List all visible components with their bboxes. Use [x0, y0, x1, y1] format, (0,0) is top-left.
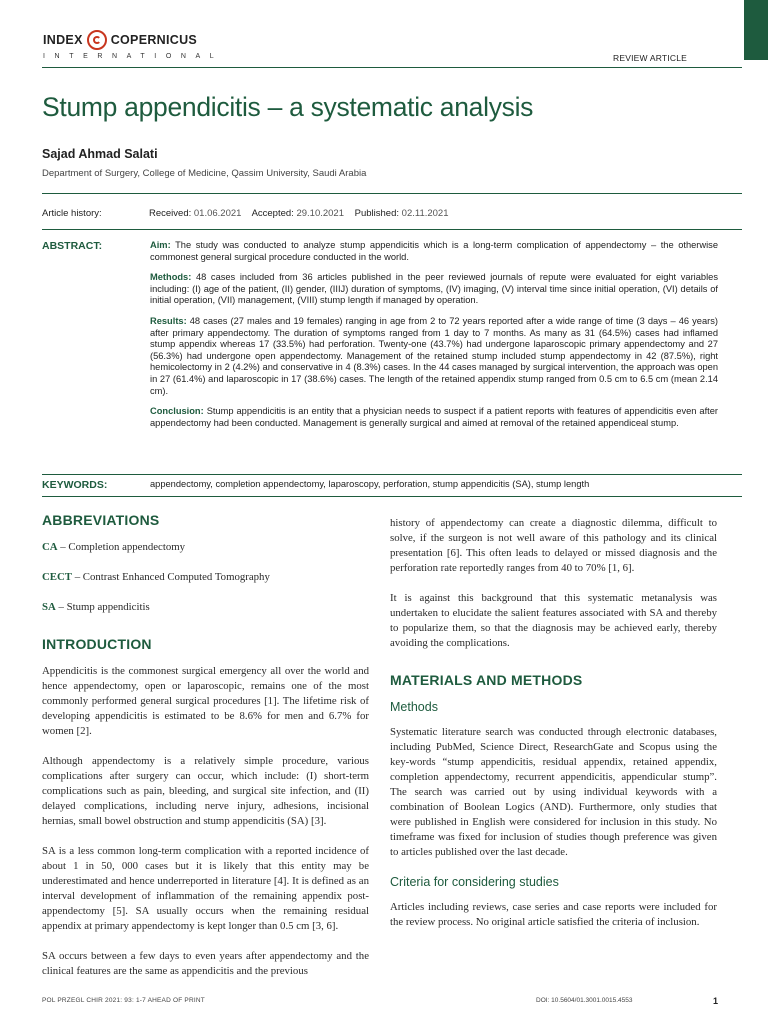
criteria-paragraph: Articles including reviews, case series and case reports were included for the review process. No original article satisfied the criteria of inclusion. [390, 901, 717, 928]
keywords-top-divider [42, 474, 742, 475]
history-top-divider [42, 193, 742, 194]
abstract-methods [150, 272, 718, 307]
abbreviation-item [42, 600, 369, 615]
author-affiliation: Department of Surgery, College of Medicine, Qassim University, Saudi Arabia [42, 168, 367, 179]
keywords-label: KEYWORDS: [42, 479, 108, 491]
aim-label: Aim: [150, 240, 171, 250]
article-type-label: REVIEW ARTICLE [613, 53, 687, 63]
methods-paragraph: Systematic literature search was conducted through electronic databases, including PubMed, Science Direct, ResearchGate and Scopus using the key-words “stump appendicitis, residual appendix, retained appendix, completion appendectomy, recurrent appendicitis, appendicular stump”. The search was carried out by using individual keywords with a combination of Boolean Logics (AND). Furthermore, only studies that were published in English were considered for inclusion in this study. No timeframe was fixed for inclusion of studies though preference was given to articles published over the last decade. [390, 726, 717, 858]
received-label: Received: [149, 208, 192, 219]
aim-text: The study was conducted to analyze stump appendicitis which is a long-term complication of appendectomy – the otherwise commonest general surgical procedure conducted in the world. [150, 240, 718, 262]
abbreviation-term: CECT [42, 571, 72, 583]
history-bottom-divider [42, 229, 742, 230]
abstract-aim [150, 240, 718, 263]
abbreviation-item [42, 540, 369, 555]
logo-mark-icon [87, 30, 107, 50]
abstract-label: ABSTRACT: [42, 240, 103, 252]
right-column [390, 516, 717, 945]
page-number: 1 [712, 996, 718, 1006]
abbreviations-list [42, 540, 369, 615]
intro-paragraph-2: Although appendectomy is a relatively simple procedure, various complications after surgery can occur, which include: (I) short-term complications such as pain, bleeding, and surgical site infection, and (II) delayed complications, including nerve injury, adhesions, incisional hernias, small bowel obstruction and stump appendicitis (SA) [3]. [42, 755, 369, 827]
logo-text-left: INDEX [43, 33, 83, 47]
abstract-body [150, 240, 718, 438]
conclusion-label: Conclusion: [150, 406, 204, 417]
abstract-results [150, 316, 718, 397]
abbreviation-desc: – Completion appendectomy [57, 541, 186, 553]
abbreviation-item [42, 570, 369, 585]
accepted-date: 29.10.2021 [296, 208, 344, 219]
abbreviation-term: SA [42, 601, 56, 613]
author-name: Sajad Ahmad Salati [42, 147, 158, 161]
introduction-heading: INTRODUCTION [42, 636, 152, 652]
abstract-conclusion [150, 406, 718, 429]
results-label: Results: [150, 315, 187, 326]
conclusion-text: Stump appendicitis is an entity that a physician needs to suspect if a patient reports with features of appendicitis even after appendectomy had been conducted. Management is generally surgical and aimed at removal of the retained appendiceal stump. [150, 406, 718, 428]
abbreviation-desc: – Contrast Enhanced Computed Tomography [72, 571, 270, 583]
keywords-bottom-divider [42, 496, 742, 497]
logo-text-right: COPERNICUS [110, 33, 198, 47]
intro-paragraph-1: Appendicitis is the commonest surgical emergency all over the world and hence appendectomy, open or laparoscopic, remains one of the most commonly performed general surgical procedures [1]. The lifetime risk of developing appendicitis is estimated to be 8.6% for men and 6.7% for women [2]. [42, 665, 369, 737]
methods-subheading: Methods [390, 700, 438, 714]
header-divider [42, 67, 742, 68]
intro-paragraph-6: It is against this background that this systematic metanalysis was undertaken to elucidate the salient features associated with SA and thereby to popularize them, so that the diagnosis may be achieved early, thereby avoiding the complications. [390, 592, 717, 649]
history-dates [149, 208, 457, 219]
abbreviation-term: CA [42, 541, 58, 553]
intro-paragraph-3: SA is a less common long-term complication with a reported incidence of about 1 in 50, 000 cases but it is likely that this entity may be underestimated and hence underreported in literature [4]. It is defined as an interval development of inflammation of the remaining appendix post-appendectomy [5]. SA usually occurs when the remaining residual appendix at primary appendectomy is kept longer than 0.5 cm [3, 6]. [42, 845, 369, 932]
abbreviations-heading: ABBREVIATIONS [42, 512, 160, 528]
abbreviation-desc: – Stump appendicitis [55, 601, 150, 613]
keywords-text: appendectomy, completion appendectomy, laparoscopy, perforation, stump appendicitis (SA), stump length [150, 479, 590, 489]
corner-accent-bar [744, 0, 768, 60]
journal-logo [43, 30, 223, 60]
published-date: 02.11.2021 [401, 208, 449, 219]
footer-journal: POL PRZEGL CHIR 2021: 93: 1-7 AHEAD OF PRINT [42, 997, 205, 1004]
logo-subtitle: INTERNATIONAL [43, 53, 224, 60]
materials-heading: MATERIALS AND METHODS [390, 672, 583, 688]
intro-paragraph-5: history of appendectomy can create a diagnostic dilemma, difficult to solve, if the surgeon is not well aware of this pathology and its clinical presentation [6]. This often leads to delayed or missed diagnosis and the perforation rate reportedly ranges from 40 to 70% [1, 6]. [390, 517, 717, 574]
left-column [42, 513, 369, 994]
footer-doi: DOI: 10.5604/01.3001.0015.4553 [536, 997, 633, 1004]
methods-text: 48 cases included from 36 articles published in the peer reviewed journals of repute were evaluated for eight variables including: (I) age of the patient, (II) gender, (IIIJ) duration of symptoms, (IV) imaging, (V) interval time since initial operation, (VI) details of initial operation, (VII) management, (VIII) stump length if managed by operation. [150, 272, 718, 306]
published-label: Published: [354, 208, 400, 219]
intro-paragraph-4: SA occurs between a few days to even years after appendectomy and the clinical features are the same as appendicitis and the previous [42, 950, 369, 977]
results-text: 48 cases (27 males and 19 females) ranging in age from 2 to 72 years reported after a wide range of time (3 days – 46 years) after primary appendectomy. The duration of symptoms ranged from 1 day to 7 months. As many as 31 (64.5%) cases had inflamed stump appendix whereas 17 (33.5%) had perforation. Twenty-one (43.7%) had undergone laparoscopic primary appendectomy and 27 (56.3%) had undergone open appendectomy. Management of the retained stump included stump appendectomy in 42 (87.5%), right hemicolectomy in 2 (4.2%) and conservative in 4 (8.3%) cases. In the 44 cases managed by surgical intervention, the approach was open in 27 (61.4%) and laparoscopic in 17 (38.6%) cases. The length of the retained appendix stump ranged from 0.5 cm to 6.5 cm (mean 2.14 cm). [150, 315, 718, 396]
history-label: Article history: [42, 208, 102, 219]
criteria-subheading: Criteria for considering studies [390, 875, 559, 889]
methods-label: Methods: [150, 272, 192, 283]
received-date: 01.06.2021 [193, 208, 242, 219]
accepted-label: Accepted: [251, 208, 294, 219]
article-title: Stump appendicitis – a systematic analysis [42, 92, 534, 122]
